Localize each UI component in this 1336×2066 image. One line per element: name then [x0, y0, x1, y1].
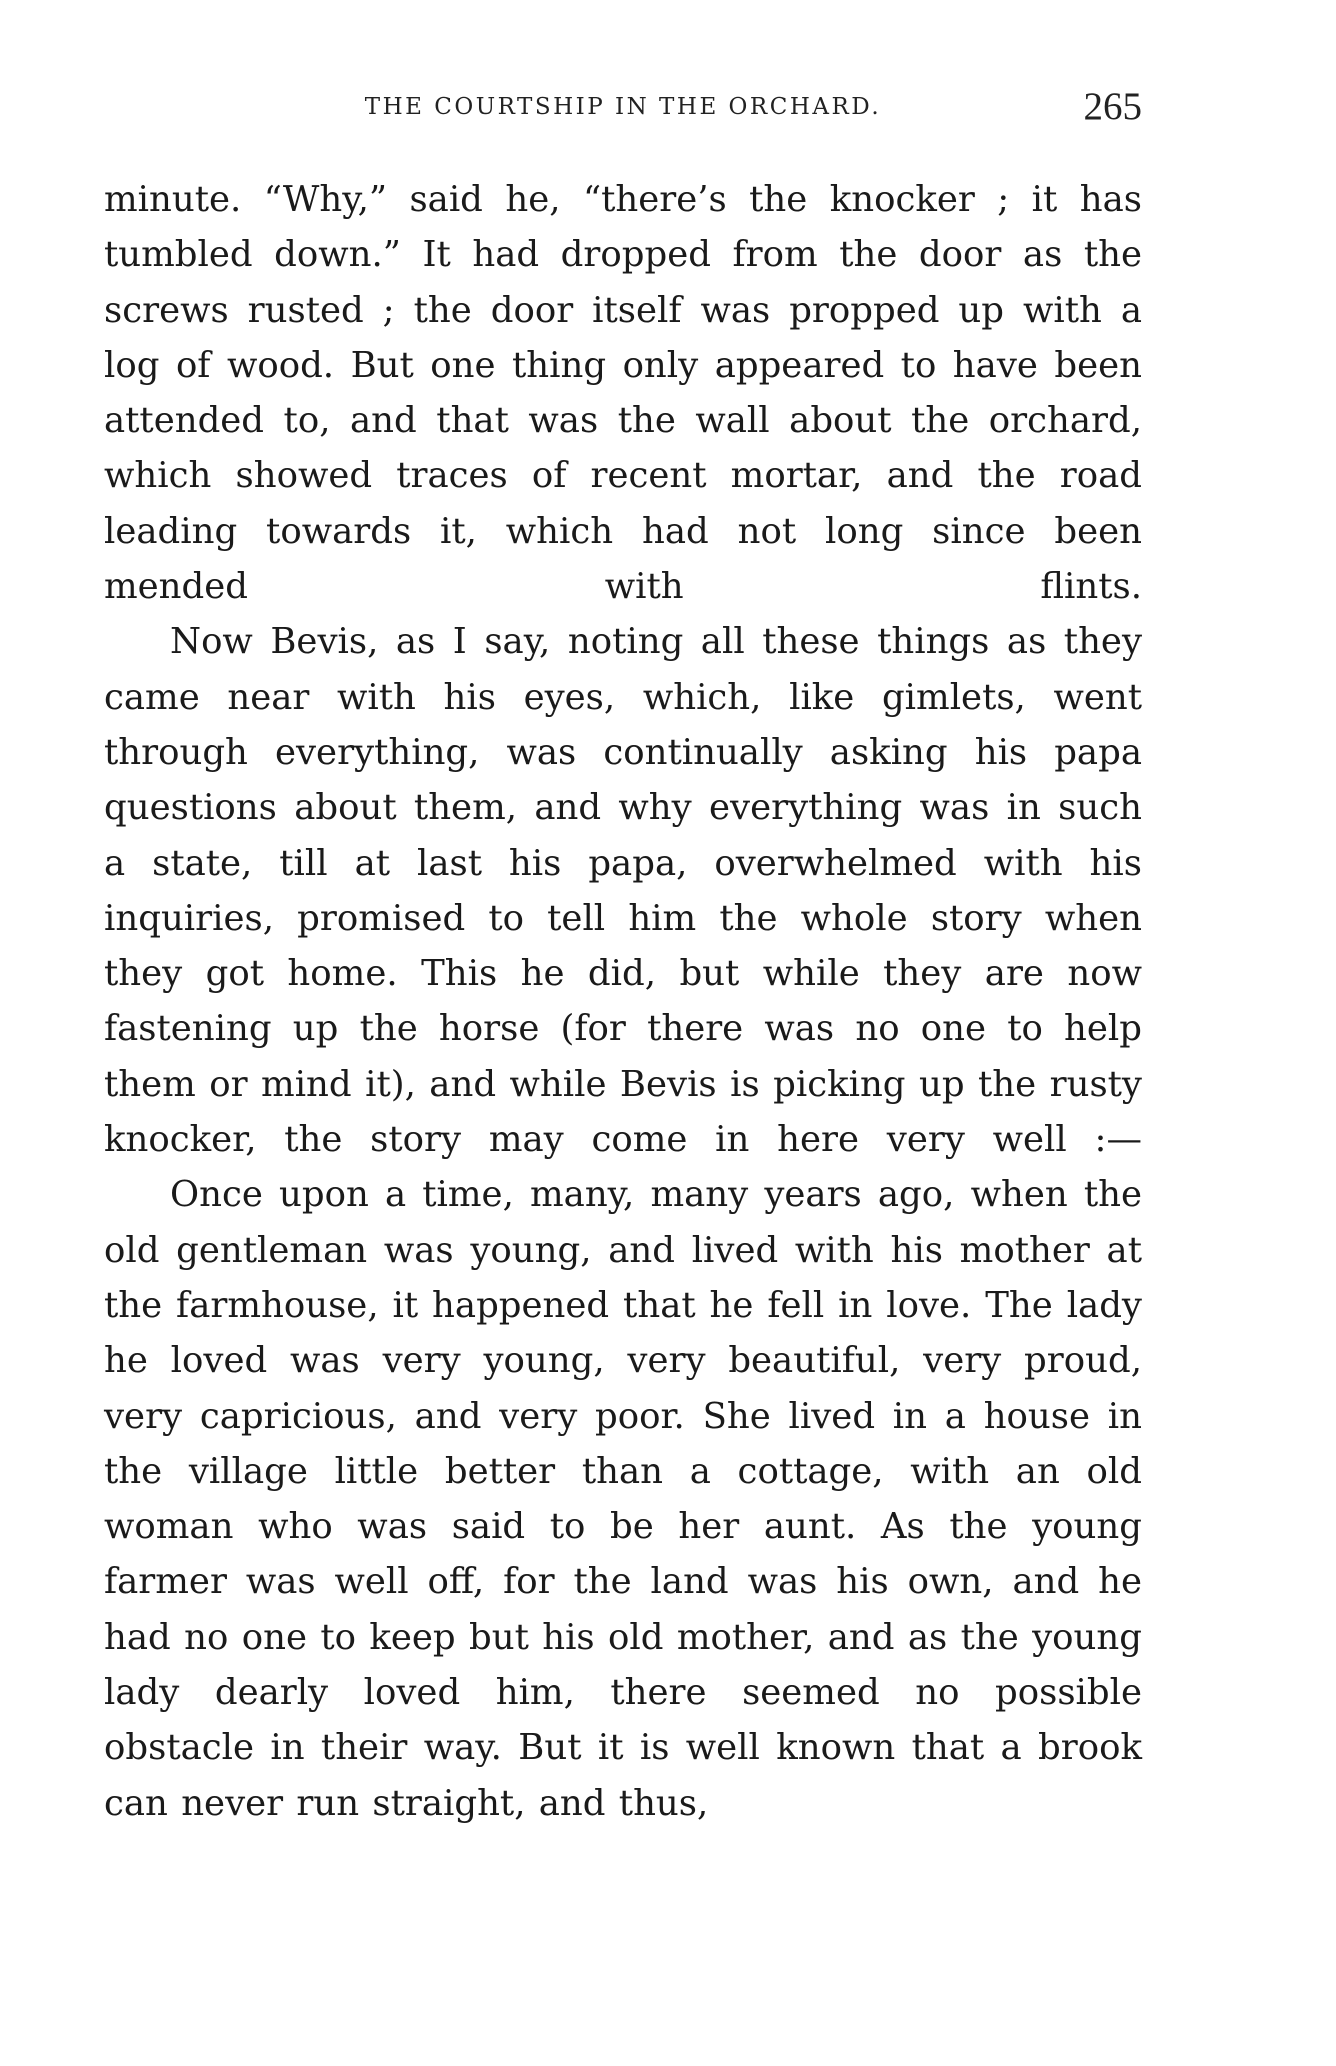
body-text [104, 172, 1142, 1831]
running-header [104, 84, 1142, 134]
paragraph-continued: minute. “Why,” said he, “there’s the knocker ; it has tumbled down.” It had dropped from the door as the screws rusted ; the door itself was propped up with a log of wood. But one thing only appeared to have been attended to, and that was the wall about the orchard, which showed traces of recent mortar, and the road leading towards it, which had not long since been mended with flints. [104, 179, 1142, 608]
paragraph-bevis: Now Bevis, as I say, noting all these things as they came near with his eyes, which, like gimlets, went through everything, was continually asking his papa questions about them, and why everything was in such a state, till at last his papa, overwhelmed with his inquiries, promised to tell him the whole story when they got home. This he did, but while they are now fastening up the horse (for there was no one to help them or mind it), and while Bevis is picking up the rusty knocker, the story may come in here very well :— [104, 621, 1142, 1161]
running-title: THE COURTSHIP IN THE ORCHARD. [364, 94, 882, 120]
paragraph-story-begins: Once upon a time, many, many years ago, when the old gentleman was young, and lived with his mother at the farmhouse, it happened that he fell in love. The lady he loved was very young, very beautiful, very proud, very capricious, and very poor. She lived in a house in the village little better than a cottage, with an old woman who was said to be her aunt. As the young farmer was well off, for the land was his own, and he had no one to keep but his old mother, and as the young lady dearly loved him, there seemed no possible obstacle in their way. But it is well known that a brook can never run straight, and thus, [104, 1174, 1142, 1824]
page-number: 265 [1083, 85, 1142, 128]
